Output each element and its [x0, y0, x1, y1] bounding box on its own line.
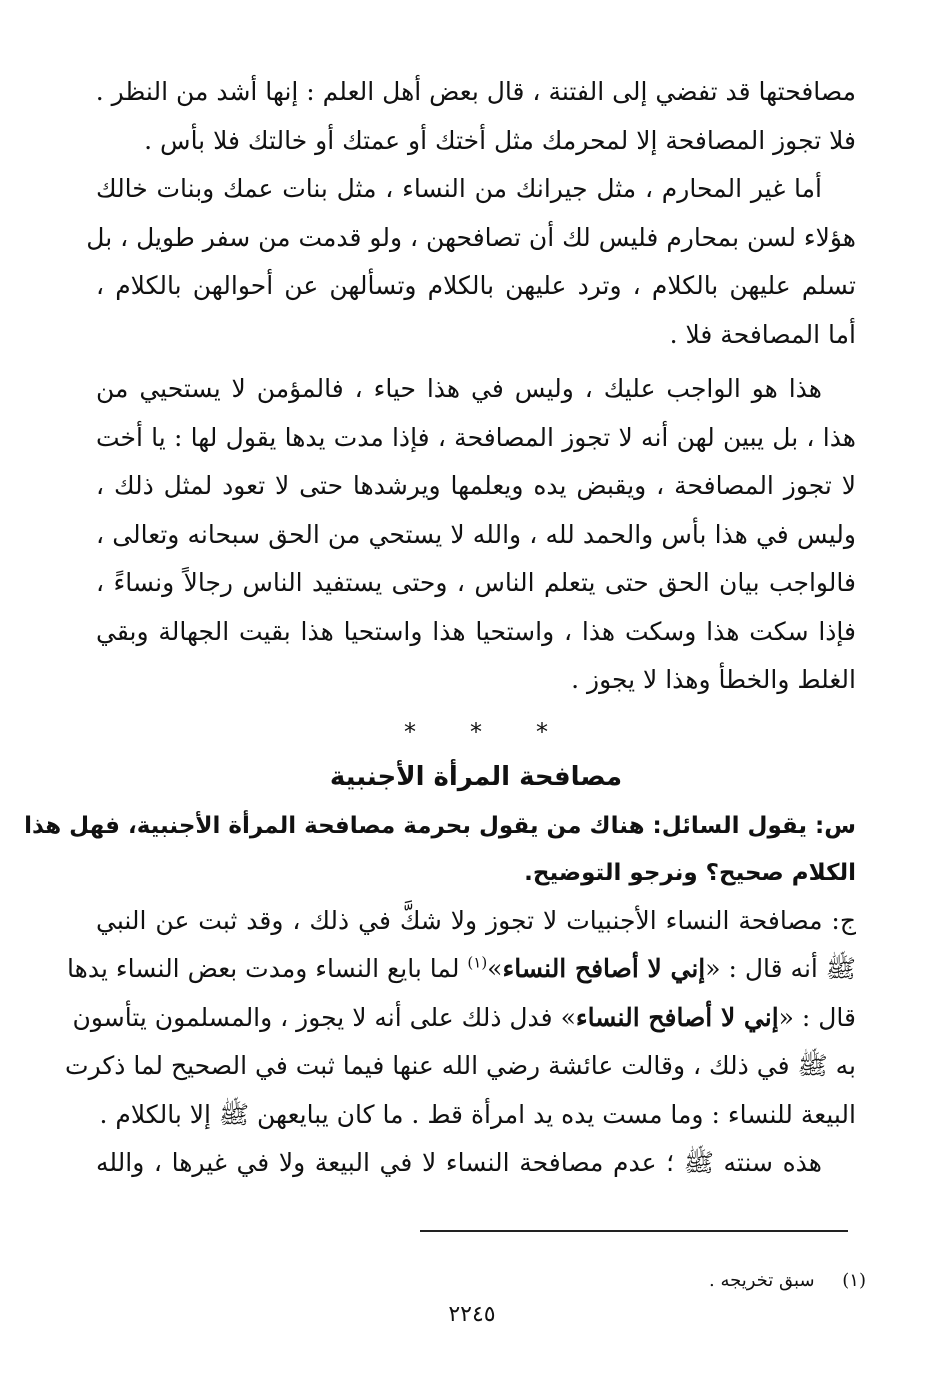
- separator-star: *: [470, 717, 482, 746]
- question-line: الكلام صحيح؟ ونرجو التوضيح.: [524, 859, 856, 886]
- text-line: به ﷺ في ذلك ، وقالت عائشة رضي الله عنها فيما ثبت في الصحيح لما ذكرت: [65, 1051, 856, 1080]
- text-line: [72, 994, 856, 1043]
- hadith-quote: إني لا أصافح النساء: [575, 1002, 779, 1032]
- answer-block: [65, 897, 856, 1188]
- footnote-text: سبق تخريجه .: [709, 1270, 815, 1291]
- text-fragment: قال : «: [778, 1002, 856, 1032]
- text-line: مصافحتها قد تفضي إلى الفتنة ، قال بعض أهل العلم : إنها أشد من النظر .: [95, 77, 856, 106]
- paragraph-3: [96, 365, 856, 705]
- text-line: أما المصافحة فلا .: [669, 319, 856, 349]
- paragraph-1: [96, 68, 856, 165]
- paragraph-2: [86, 165, 856, 359]
- text-line: الغلط والخطأ وهذا لا يجوز .: [571, 665, 856, 694]
- text-line: هؤلاء لسن بمحارم فليس لك أن تصافحهن ، ولو قدمت من سفر طويل ، بل: [86, 222, 856, 252]
- question-line: س: يقول السائل: هناك من يقول بحرمة مصافحة المرأة الأجنبية، فهل هذا: [24, 812, 856, 839]
- text-line: فلا تجوز المصافحة إلا لمحرمك مثل أختك أو عمتك أو خالتك فلا بأس .: [144, 125, 856, 155]
- text-fragment: لما بايع النساء ومدت بعض النساء يدها: [67, 954, 468, 983]
- section-heading: مصافحة المرأة الأجنبية: [329, 761, 623, 792]
- text-line: تسلم عليهن بالكلام ، وترد عليهن بالكلام وتسألهن عن أحوالهن بالكلام ،: [96, 271, 856, 300]
- footnote-marker: (١): [467, 953, 488, 972]
- page-number: ٢٢٤٥: [448, 1302, 496, 1327]
- hadith-quote: إني لا أصافح النساء: [502, 954, 706, 983]
- text-fragment: » فدل ذلك على أنه لا يجوز ، والمسلمون يتأسون: [72, 1002, 576, 1032]
- section-separator: [96, 717, 856, 747]
- footnote: [709, 1268, 866, 1294]
- text-line: البيعة للنساء : وما مست يده يد امرأة قط . ما كان يبايعهن ﷺ إلا بالكلام .: [99, 1099, 856, 1129]
- text-line: فإذا سكت هذا وسكت هذا ، واستحيا هذا واستحيا هذا بقيت الجهالة وبقي: [96, 616, 856, 646]
- text-line: أما غير المحارم ، مثل جيرانك من النساء ، مثل بنات عمك وبنات خالك: [96, 174, 822, 203]
- text-line: [67, 945, 856, 994]
- text-line: ج: مصافحة النساء الأجنبيات لا تجوز ولا شكَّ في ذلك ، وقد ثبت عن النبي: [96, 905, 856, 935]
- footnote-divider: [420, 1230, 848, 1232]
- text-line: هذا ، بل يبين لهن أنه لا تجوز المصافحة ، فإذا مدت يدها يقول لها : يا أخت: [96, 422, 856, 452]
- text-line: هذه سنته ﷺ ؛ عدم مصافحة النساء لا في البيعة ولا في غيرها ، والله: [96, 1148, 822, 1177]
- question-block: [24, 803, 856, 897]
- footnote-number: (١): [842, 1270, 866, 1291]
- text-line: لا تجوز المصافحة ، ويقبض يده ويعلمها ويرشدها حتى لا تعود لمثل ذلك ،: [96, 471, 856, 500]
- text-line: هذا هو الواجب عليك ، وليس في هذا حياء ، فالمؤمن لا يستحيي من: [96, 374, 822, 403]
- text-line: وليس في هذا بأس والحمد لله ، والله لا يستحي من الحق سبحانه وتعالى ،: [96, 519, 856, 549]
- page-body: [24, 68, 856, 1188]
- text-line: فالواجب بيان الحق حتى يتعلم الناس ، وحتى يستفيد الناس رجالاً ونساءً ،: [96, 568, 856, 597]
- separator-star: *: [404, 717, 416, 746]
- text-fragment: »: [487, 954, 503, 983]
- text-fragment: ﷺ أنه قال : «: [705, 954, 856, 983]
- separator-star: *: [536, 717, 548, 746]
